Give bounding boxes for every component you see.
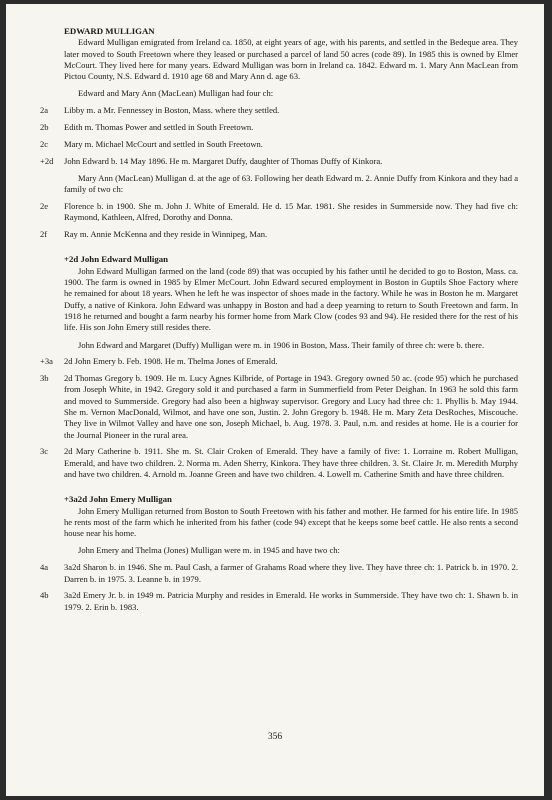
child-entry xyxy=(40,356,518,367)
entry-text: John Edward b. 14 May 1896. He m. Margaret Duffy, daughter of Thomas Duffy of Kinkora. xyxy=(64,155,383,166)
child-entry xyxy=(40,122,518,133)
entry-code: 4b xyxy=(40,590,49,601)
page-number: 356 xyxy=(267,732,283,742)
section-john-emery xyxy=(40,494,518,613)
child-entry xyxy=(40,446,518,480)
paragraph: Edward Mulligan emigrated from Ireland ca. 1850, at eight years of age, with his parents, and settled in the Bedeque area. They later moved to South Freetown where they leased or purchased a parcel of land 50 acres (code 89). In 1985 this is owned by Elmer McCourt. They lived here for many years. Edward Mulligan was born in Ireland ca. 1842. Edward m. 1. Mary Ann MacLean from Pictou County, N.S. Edward d. 1910 age 68 and Mary Ann d. age 63. xyxy=(64,37,518,82)
entry-code: 2c xyxy=(40,138,49,149)
child-entry xyxy=(40,373,518,441)
document-page xyxy=(6,4,544,796)
section-edward xyxy=(40,26,518,240)
section-title: EDWARD MULLIGAN xyxy=(64,26,155,36)
child-entry xyxy=(40,155,518,167)
entry-code: 2f xyxy=(40,229,48,240)
entry-text: 2d Mary Catherine b. 1911. She m. St. Clair Croken of Emerald. They have a family of five: 1. Lorraine m. Robert Mulligan, Emerald, and have two children. 2. Norma m. Aden Sherry, Kinkora. They have three children. 3. St. Claire Jr. m. Meredith Murphy and have two children. 4. Arnold m. Joanne Green and have two children. 4. Lowell m. Catherine Smith and have three children. xyxy=(64,446,518,479)
entry-text: 3a2d Sharon b. in 1946. She m. Paul Cash, a farmer of Grahams Road where they live. They have three ch: 1. Patrick b. in 1970. 2. Darren b. in 1975. 3. Leanne b. in 1979. xyxy=(64,562,518,584)
paragraph: John Emery and Thelma (Jones) Mulligan were m. in 1945 and have two ch: xyxy=(78,545,340,556)
entry-code: 2e xyxy=(40,201,49,212)
entry-code: 4a xyxy=(40,562,49,573)
child-entry xyxy=(40,562,518,585)
entry-code: 2b xyxy=(40,122,49,133)
entry-text: Libby m. a Mr. Fennessey in Boston, Mass. where they settled. xyxy=(64,105,280,116)
entry-text: Edith m. Thomas Power and settled in South Freetown. xyxy=(64,122,254,133)
section-title: +3a2d John Emery Mulligan xyxy=(64,494,172,505)
paragraph: Edward and Mary Ann (MacLean) Mulligan had four ch: xyxy=(78,88,274,99)
entry-text: 3a2d Emery Jr. b. in 1949 m. Patricia Murphy and resides in Emerald. He works in Summerside. They have two ch: 1. Shawn b. in 1979. 2. Erin b. 1983. xyxy=(64,590,518,612)
section-title: +2d John Edward Mulligan xyxy=(64,254,169,265)
child-entry xyxy=(40,201,518,224)
child-entry xyxy=(40,590,518,613)
entry-text: Ray m. Annie McKenna and they reside in Winnipeg, Man. xyxy=(64,229,268,240)
entry-code: 2a xyxy=(40,105,49,116)
paragraph: Mary Ann (MacLean) Mulligan d. at the age of 63. Following her death Edward m. 2. Annie Duffy from Kinkora and they had a family of two ch: xyxy=(64,172,518,195)
paragraph: John Emery Mulligan returned from Boston to South Freetown with his father and mother. He farmed for his entire life. In 1985 he rents most of the farm which he inherited from his father (code 94) except that he keeps some beef cattle. He also rents a second house near his home. xyxy=(64,505,518,539)
entry-text: Florence b. in 1900. She m. John J. White of Emerald. He d. 15 Mar. 1981. She resides in Summerside now. They had five ch: Raymond, Kathleen, Alfred, Dorothy and Donna. xyxy=(64,201,518,223)
entry-code: +3a xyxy=(40,356,53,367)
paragraph: John Edward Mulligan farmed on the land (code 89) that was occupied by his father until he decided to go to Boston, Mass. ca. 1900. The farm is owned in 1985 by Elmer McCourt. John Edward secured employment in Boston in Guptils Shoe Factory where he remained for about 18 years. When he left he was inspector of shoes made in the factory. While he was in Boston he m. Margaret Duffy, a native of Kinkora. John Edward was unhappy in Boston and had a deep yearning to return to South Freetown and farm. In 1918 he returned and bought a farm nearby his former home from Mark Clow (codes 93 and 94). He resided there for the rest of his life. His son John Emery still resides there. xyxy=(64,265,518,333)
child-entry xyxy=(40,229,518,240)
entry-text: 2d John Emery b. Feb. 1908. He m. Thelma Jones of Emerald. xyxy=(64,356,278,367)
entry-text: 2d Thomas Gregory b. 1909. He m. Lucy Agnes Kilbride, of Portage in 1943. Gregory owned 50 ac. (code 95) which he purchased from Joseph White, in 1942. Gregory sold it and purchased a farm in Summerfield from Peter Deighan. In 1963 he sold this farm and moved to Summerside. Gregory had also been a highway supervisor. Gregory and Lucy had three ch: 1. Phyllis b. May 1944. She m. Vernon MacDonald, Wilmot, and have one son, Justin. 2. John Gregory b. 1948. He m. Mary Zeta DesRoches, Miscouche. They live in Wilmot Valley and have one son, Joseph Michael, b. Aug. 1978. 3. Paul, n.m. and resides at home. He is a courier for the Journal Pioneer in the rural area. xyxy=(64,373,518,440)
entry-code: 3b xyxy=(40,373,49,384)
entry-text: Mary m. Michael McCourt and settled in South Freetown. xyxy=(64,138,263,149)
child-entry xyxy=(40,105,518,116)
section-john-edward xyxy=(40,254,518,480)
entry-code: +2d xyxy=(40,155,54,166)
entry-code: 3c xyxy=(40,446,49,457)
paragraph: John Edward and Margaret (Duffy) Mulligan were m. in 1906 in Boston, Mass. Their family of three ch: were b. there. xyxy=(78,339,485,350)
child-entry xyxy=(40,138,518,150)
